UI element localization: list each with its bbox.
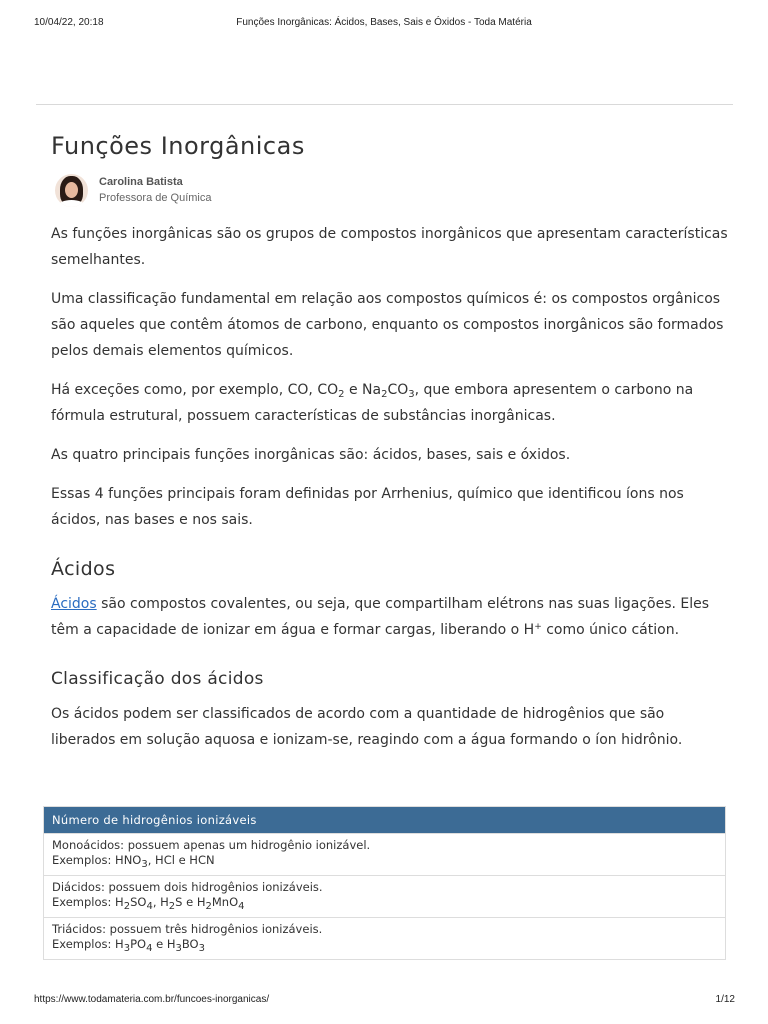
acids-classification-table (43, 806, 726, 960)
table-row: Monoácidos: possuem apenas um hidrogênio ionizável. Exemplos: $HNO_3$, HCl e HCN (44, 833, 725, 875)
paragraph-intro-5: Essas 4 funções principais foram definidas por Arrhenius, químico que identificou íons nos ácidos, nas bases e nos sais. (51, 486, 684, 528)
section-heading-acidos: Ácidos (51, 558, 116, 580)
avatar (55, 174, 88, 207)
divider (36, 104, 733, 105)
article (51, 128, 731, 753)
print-date: 10/04/22, 20:18 (34, 17, 104, 28)
paragraph-intro-2: Uma classificação fundamental em relação aos compostos químicos é: os compostos orgânicos são aqueles que contêm átomos de carbono, enquanto os compostos inorgânicos são formados pelos demais elementos químicos. (51, 291, 724, 359)
author-role: Professora de Química (99, 191, 212, 204)
paragraph-classificacao: Os ácidos podem ser classificados de acordo com a quantidade de hidrogênios que são liberados em solução aquosa e ionizam-se, reagindo com a água formando o íon hidrônio. (51, 706, 683, 748)
print-url: https://www.todamateria.com.br/funcoes-inorganicas/ (34, 994, 270, 1005)
author-block (51, 172, 731, 208)
paragraph-acidos: Ácidos são compostos covalentes, ou seja, que compartilham elétrons nas suas ligações. Eles têm a capacidade de ionizar em água e formar cargas, liberando o H+ como único cátion. (51, 596, 710, 638)
table-row: Triácidos: possuem três hidrogênios ionizáveis. Exemplos: $H_3PO_4$ e $H_3BO_3$ (44, 917, 725, 959)
paragraph-intro-1: As funções inorgânicas são os grupos de compostos inorgânicos que apresentam características semelhantes. (51, 226, 728, 268)
acidos-link[interactable]: Ácidos (51, 596, 97, 612)
page-number: 1/12 (715, 994, 735, 1005)
author-name[interactable]: Carolina Batista (99, 175, 183, 188)
paragraph-intro-3: Há exceções como, por exemplo, CO, $CO_2$ e $Na_2CO_3$, que embora apresentem o carbono na fórmula estrutural, possuem características de substâncias inorgânicas. (51, 382, 694, 424)
print-page-title: Funções Inorgânicas: Ácidos, Bases, Sais e Óxidos - Toda Matéria (236, 17, 532, 28)
paragraph-intro-4: As quatro principais funções inorgânicas são: ácidos, bases, sais e óxidos. (51, 447, 571, 463)
page-title: Funções Inorgânicas (51, 132, 305, 160)
table-row: Diácidos: possuem dois hidrogênios ionizáveis. Exemplos: $H_2SO_4$, $H_2S$ e $H_2MnO_4$ (44, 875, 725, 917)
table-header: Número de hidrogênios ionizáveis (44, 807, 725, 833)
section-heading-classificacao: Classificação dos ácidos (51, 669, 264, 689)
